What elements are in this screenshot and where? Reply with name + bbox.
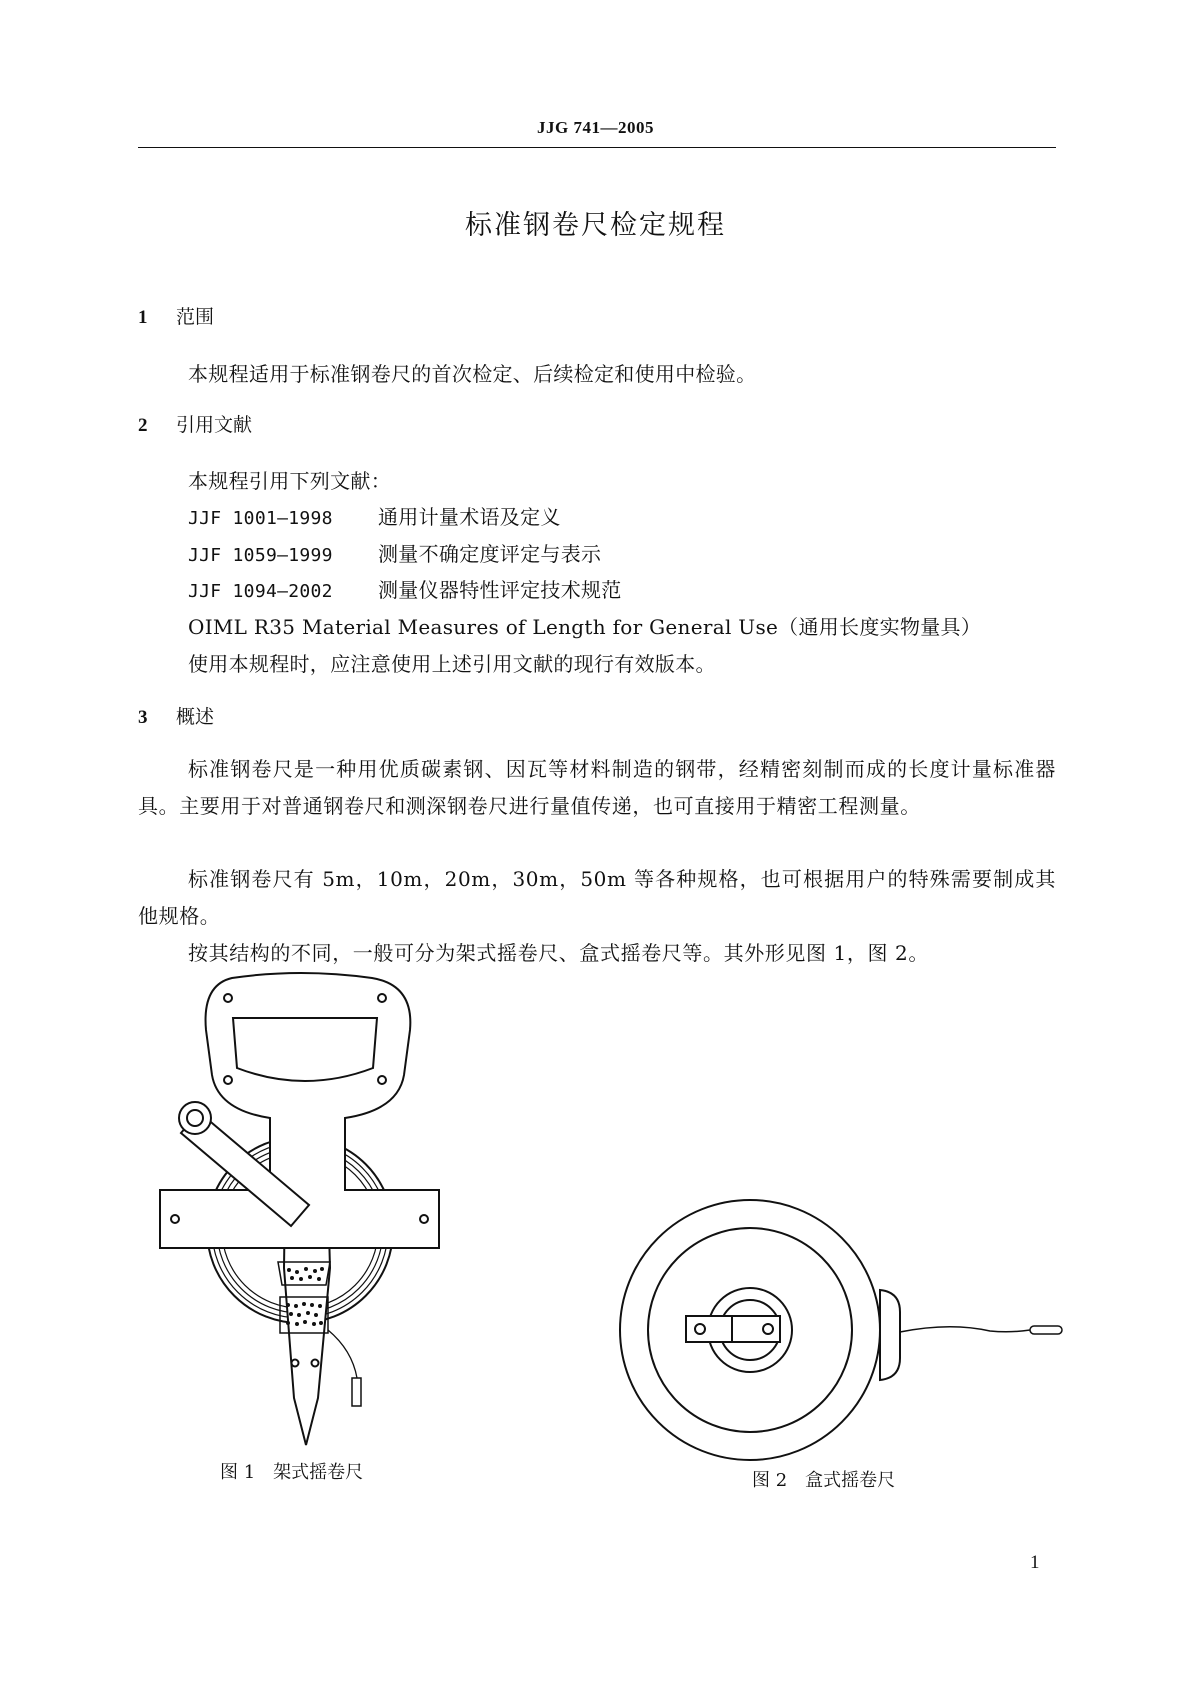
reference-code: JJF 1094—2002: [188, 581, 333, 602]
reference-title: 测量仪器特性评定技术规范: [378, 578, 622, 602]
reference-code: JJF 1059—1999: [188, 545, 333, 566]
references-note: 使用本规程时，应注意使用上述引用文献的现行有效版本。: [188, 652, 716, 676]
reference-title: 测量不确定度评定与表示: [378, 542, 602, 566]
frame-tape-figure: [140, 970, 450, 1470]
section-number: 2: [138, 415, 148, 436]
section-1-paragraph: 本规程适用于标准钢卷尺的首次检定、后续检定和使用中检验。: [188, 362, 757, 386]
section-title: 范围: [176, 306, 215, 328]
header-rule: [138, 147, 1056, 148]
section-2-heading: [138, 410, 252, 437]
section-number: 3: [138, 707, 148, 728]
reference-item: [188, 574, 622, 603]
figure-2-caption: 图 2 盒式摇卷尺: [752, 1470, 896, 1491]
section-title: 引用文献: [176, 414, 253, 436]
reference-code: JJF 1001—1998: [188, 508, 333, 529]
box-tape-figure: [610, 1100, 1050, 1350]
running-header: JJG 741—2005: [537, 118, 654, 137]
figure-1-caption: 图 1 架式摇卷尺: [220, 1462, 364, 1483]
reference-item: [188, 501, 561, 530]
page-number: 1: [1030, 1552, 1040, 1573]
oiml-reference: OIML R35 Material Measures of Length for General Use（通用长度实物量具）: [188, 615, 982, 639]
overview-paragraph-1: 标准钢卷尺是一种用优质碳素钢、因瓦等材料制造的钢带，经精密刻制而成的长度计量标准器具。主要用于对普通钢卷尺和测深钢卷尺进行量值传递，也可直接用于精密工程测量。: [138, 757, 1056, 818]
reference-title: 通用计量术语及定义: [378, 505, 561, 529]
references-intro: 本规程引用下列文献：: [188, 469, 391, 493]
section-1-heading: [138, 302, 214, 329]
reference-item: [188, 538, 601, 567]
overview-paragraph-3: 按其结构的不同，一般可分为架式摇卷尺、盒式摇卷尺等。其外形见图 1，图 2。: [188, 941, 929, 965]
page-title: 标准钢卷尺检定规程: [465, 210, 726, 241]
section-3-heading: [138, 702, 214, 729]
section-number: 1: [138, 307, 148, 328]
section-title: 概述: [176, 706, 215, 728]
overview-paragraph-2: 标准钢卷尺有 5m，10m，20m，30m，50m 等各种规格，也可根据用户的特殊需要制成其他规格。: [138, 867, 1056, 928]
